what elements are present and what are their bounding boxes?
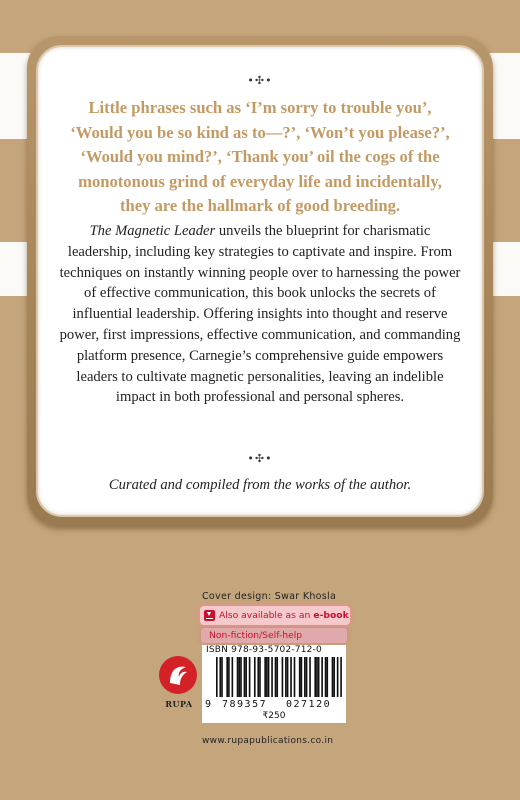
isbn: ISBN 978-93-5702-712-0 (206, 645, 322, 655)
download-icon (204, 610, 215, 621)
ornament-bottom: •✣• (247, 452, 273, 465)
blurb-text: unveils the blueprint for charismatic leadership, including key strategies to captivate and inspire. From techniques on instantly winning people over to harnessing the power of effective communication, this book unlocks the secrets of influential leadership. Offering insights into thought and reserve power, first impressions, effective communication, and commanding platform presence, Carnegie’s comprehensive guide empowers leaders to cultivate magnetic personalities, leaving an indelible impact in both professional and personal spheres. (59, 223, 461, 406)
ornament-top: •✣• (247, 74, 273, 87)
blurb (56, 221, 464, 408)
barcode (216, 657, 342, 697)
price: ₹250 (262, 711, 286, 721)
rupa-logo-icon (158, 655, 198, 695)
website: www.rupapublications.co.in (202, 736, 334, 746)
barcode-first-digit: 9 (205, 699, 212, 710)
pull-quote: Little phrases such as ‘I’m sorry to trouble you’, ‘Would you be so kind as to—?’, ‘Won’t you please?’, ‘Would you mind?’, ‘Thank you’ oil the cogs of the monotonous grind of everyday life and incidentally, they are the hallmark of good breeding. (70, 98, 450, 215)
barcode-block (202, 645, 346, 723)
ebook-prefix: Also available as an (219, 610, 311, 621)
curated-note: Curated and compiled from the works of the author. (108, 477, 412, 493)
publisher-name: RUPA (165, 699, 193, 709)
ebook-badge (200, 606, 350, 625)
ebook-bold: e-book (313, 610, 349, 621)
book-title: The Magnetic Leader (89, 223, 216, 239)
barcode-right-digits: 027120 (286, 699, 332, 710)
genre-label: Non-fiction/Self-help (201, 628, 347, 643)
barcode-left-digits: 789357 (222, 699, 268, 710)
cover-design-credit: Cover design: Swar Khosla (202, 591, 337, 602)
